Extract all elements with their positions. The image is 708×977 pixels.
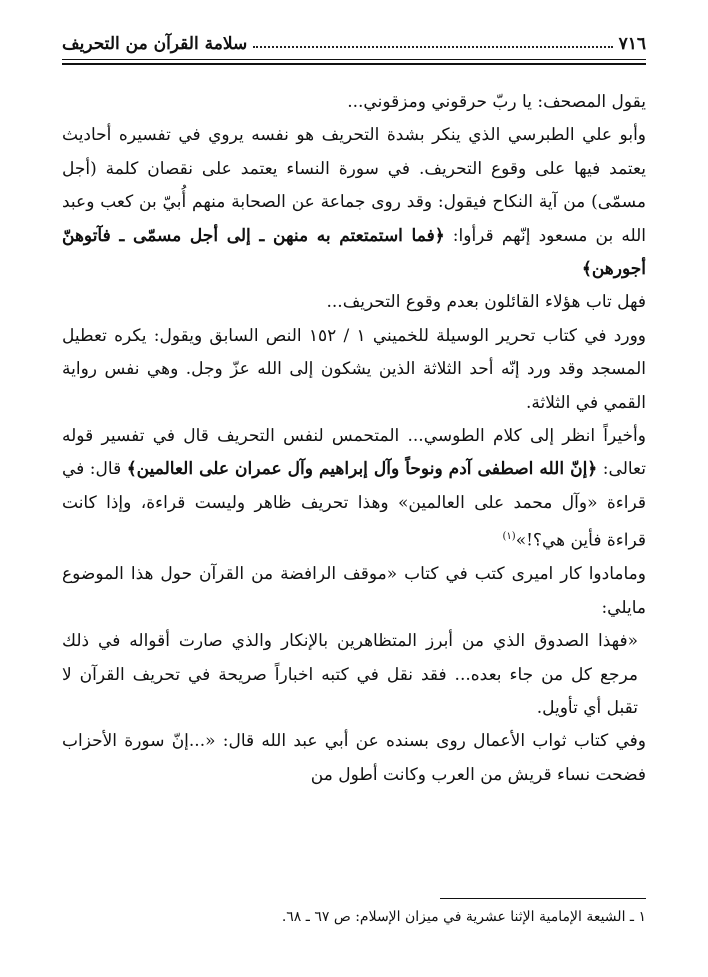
page-header xyxy=(62,28,646,54)
paragraph: يقول المصحف: يا ربّ حرقوني ومزقوني... xyxy=(347,92,646,112)
paragraph: ومامادوا كار اميرى كتب في كتاب «موقف الرافضة من القرآن حول هذا الموضوع مايلي: xyxy=(62,564,646,618)
footnote-separator xyxy=(440,898,646,899)
header-rule-thick xyxy=(62,63,646,65)
footnote-marker: (١) xyxy=(502,531,516,543)
page-body xyxy=(62,86,646,792)
paragraph: فهل تاب هؤلاء القائلون بعدم وقوع التحريف... xyxy=(326,292,646,313)
page-number: ٧١٦ xyxy=(618,34,646,54)
running-title: سلامة القرآن من التحريف xyxy=(62,34,248,54)
header-rule-thin xyxy=(62,59,646,60)
paragraph: وأبو علي الطبرسي الذي ينكر بشدة التحريف هو نفسه يروي في تفسيره أحاديث يعتمد فيها على وقوع التحريف. في سورة النساء يعتمد على نقصان كلمة (أجل مسمّى) من آية النكاح فيقول: وقد روى جماعة عن الصحابة منهم أُبيّ بن كعب وعبد الله بن مسعود إنّهم قرأوا: ﴿فما استمتعتم به منهن ـ إلى أجل مسمّى ـ فآتوهنّ أجورهن﴾ xyxy=(62,125,646,280)
header-dot-leader xyxy=(253,46,612,48)
paragraph: وورد في كتاب تحرير الوسيلة للخميني ١ / ١٥٢ النص السابق ويقول: يكره تعطيل المسجد وقد ورد إنّه أحد الثلاثة الذين يشكون إلى الله عزّ وجل. وهي نفس رواية القمي في الثلاثة. xyxy=(62,325,646,413)
paragraph: وأخيراً انظر إلى كلام الطوسي... المتحمس لنفس التحريف قال في تفسير قوله تعالى: ﴿إنّ الله اصطفى آدم ونوحاً وآل إبراهيم وآل عمران على العالمين﴾ قال: في قراءة «وآل محمد على العالمين» وهذا تحريف ظاهر وليست قراءة، وإذا كانت قراءة فأين هي؟!»$^{(١)}$ xyxy=(62,426,646,551)
quoted-paragraph: «فهذا الصدوق الذي من أبرز المتظاهرين بالإنكار والذي صارت أقواله في ذلك مرجع كل من جاء بعده... فقد نقل في كتبه اخباراً صريحة في تحريف القرآن لا تقبل أي تأويل. xyxy=(62,631,638,718)
tusi-continuation: قال: في قراءة «وآل محمد على العالمين» وهذا تحريف ظاهر وليست قراءة، وإذا كانت قراءة فأين هي؟!» xyxy=(62,459,646,551)
footnote: ١ ـ الشيعة الإمامية الإثنا عشرية في ميزان الإسلام: ص ٦٧ ـ ٦٨. xyxy=(281,909,646,925)
paragraph: وفي كتاب ثواب الأعمال روى بسنده عن أبي عبد الله قال: «...إنّ سورة الأحزاب فضحت نساء قريش من العرب وكانت أطول من xyxy=(62,731,646,785)
quran-verse: ﴿إنّ الله اصطفى آدم ونوحاً وآل إبراهيم وآل عمران على العالمين﴾ xyxy=(126,459,598,480)
quran-verse: ﴿فما استمتعتم به منهن ـ إلى أجل مسمّى ـ فآتوهنّ أجورهن﴾ xyxy=(62,225,646,280)
